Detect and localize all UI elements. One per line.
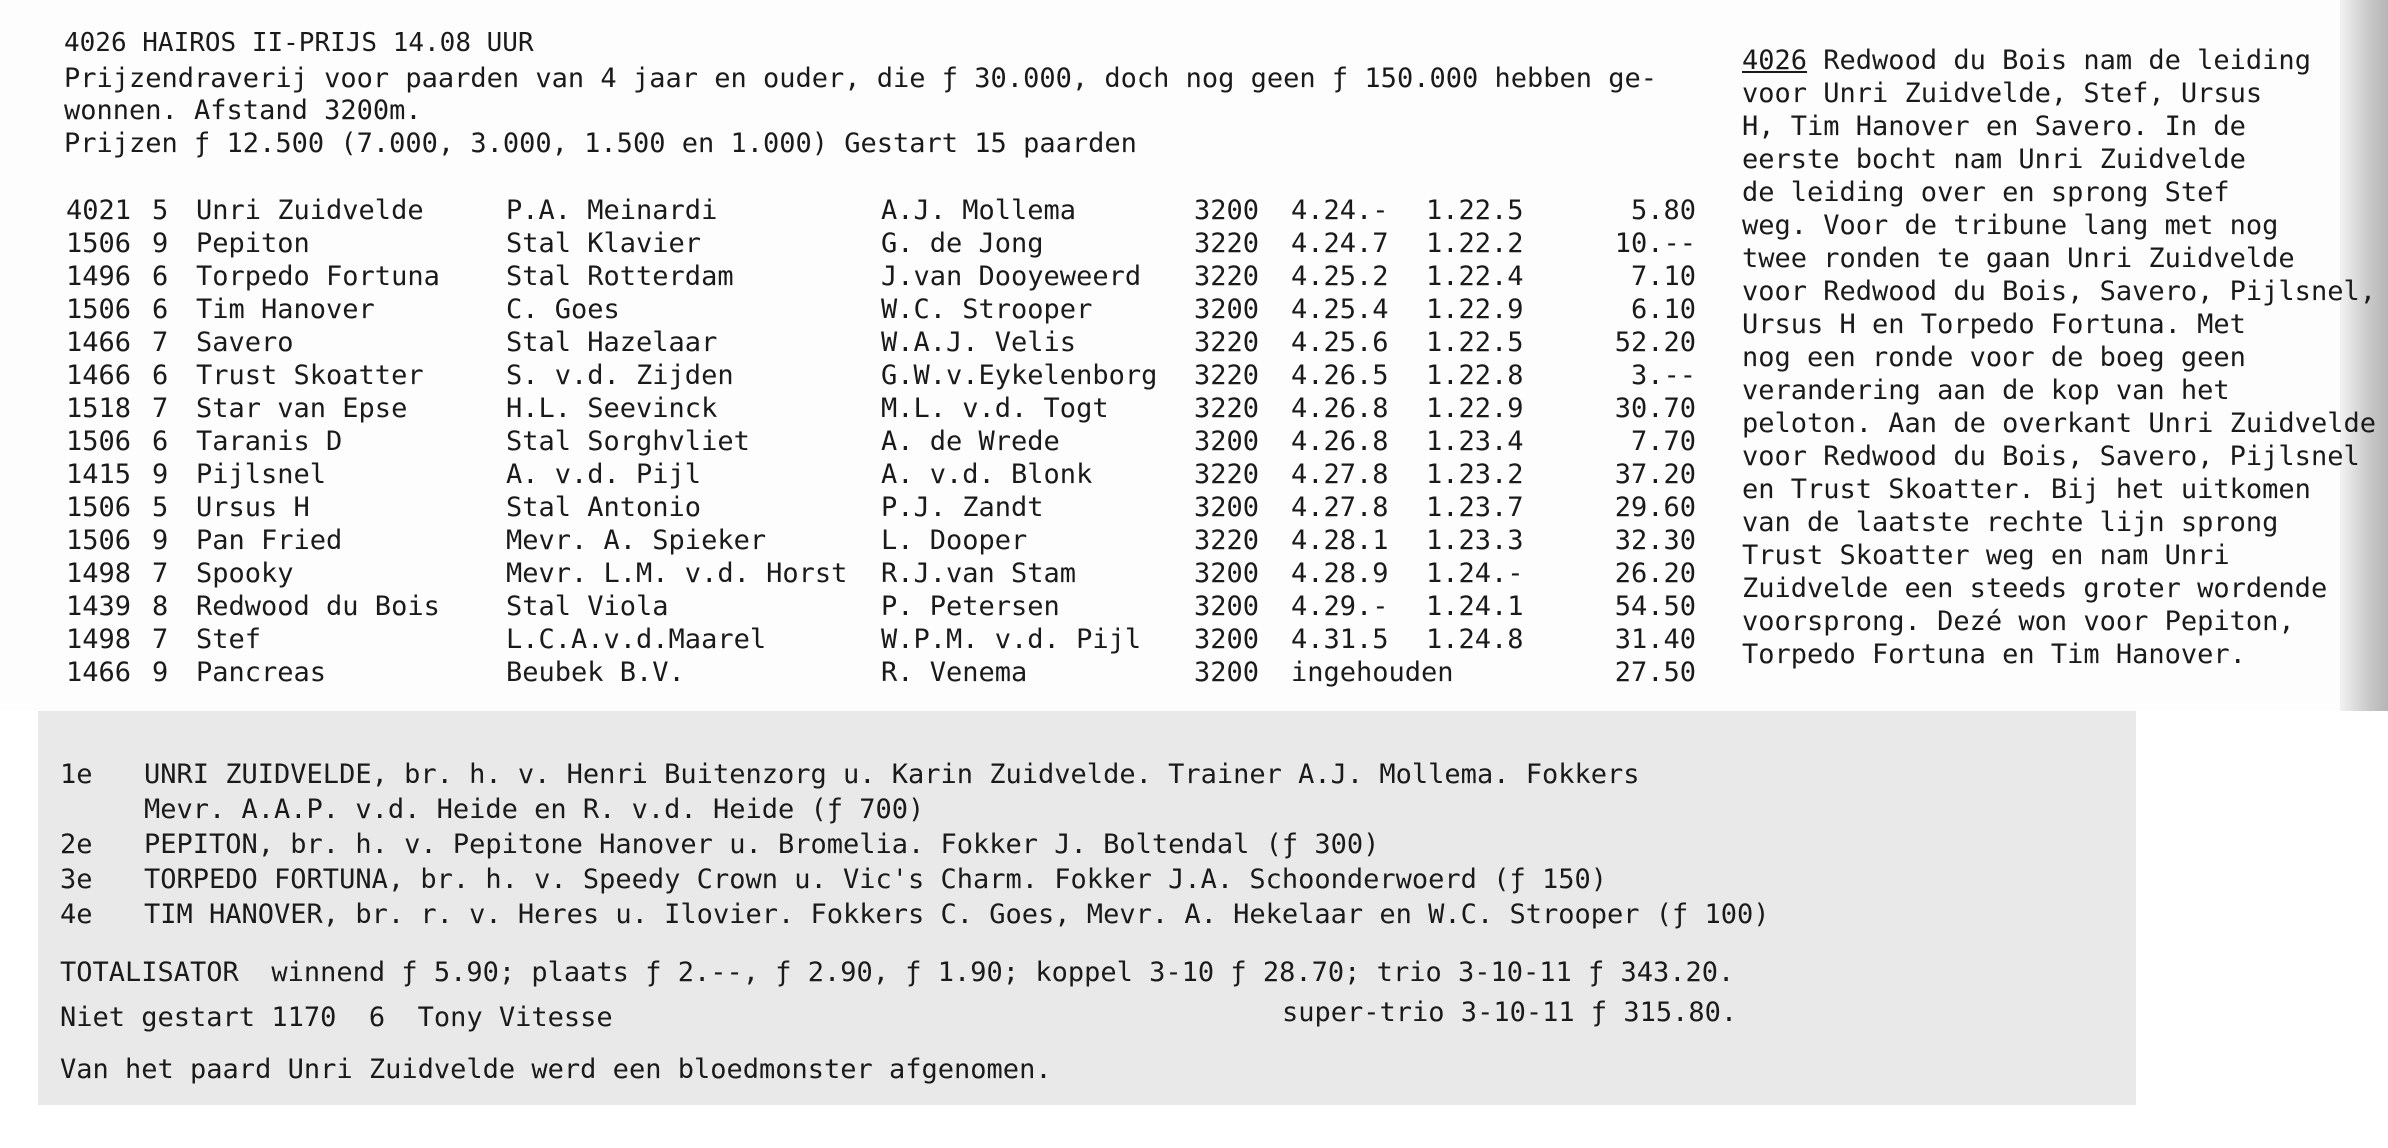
cell-owner: Mevr. A. Spieker bbox=[506, 525, 767, 556]
cell-no: 9 bbox=[152, 228, 169, 259]
placing-position: 4e bbox=[60, 899, 93, 930]
cell-driver: A. v.d. Blonk bbox=[881, 459, 1093, 490]
super-trio: super-trio 3-10-11 ƒ 315.80. bbox=[1282, 997, 1738, 1028]
commentary-line: voorsprong. Dezé won voor Pepiton, bbox=[1742, 606, 2295, 637]
cell-km: 1.23.3 bbox=[1426, 525, 1524, 556]
cell-owner: L.C.A.v.d.Maarel bbox=[506, 624, 767, 655]
cell-no: 9 bbox=[152, 459, 169, 490]
cell-id: 4021 bbox=[66, 195, 132, 226]
cell-owner: Stal Viola bbox=[506, 591, 669, 622]
cell-horse: Pijlsnel bbox=[196, 459, 327, 490]
placing-text: TIM HANOVER, br. r. v. Heres u. Ilovier. Fokkers C. Goes, Mevr. A. Hekelaar en W.C. Strooper (ƒ 100) bbox=[144, 899, 1770, 930]
commentary-line: Torpedo Fortuna en Tim Hanover. bbox=[1742, 639, 2246, 670]
commentary-line bbox=[1742, 44, 2376, 77]
cell-dist: 3200 bbox=[1194, 294, 1260, 325]
cell-owner: H.L. Seevinck bbox=[506, 393, 718, 424]
commentary-line: weg. Voor de tribune lang met nog bbox=[1742, 210, 2279, 241]
cell-time: 4.25.2 bbox=[1291, 261, 1389, 292]
cell-time: 4.29.- bbox=[1291, 591, 1389, 622]
cell-owner: Stal Rotterdam bbox=[506, 261, 734, 292]
cell-odds: 29.60 bbox=[1614, 492, 1696, 523]
cell-km: 1.22.9 bbox=[1426, 294, 1524, 325]
cell-horse: Ursus H bbox=[196, 492, 310, 523]
placing-text: Mevr. A.A.P. v.d. Heide en R. v.d. Heide (ƒ 700) bbox=[144, 794, 925, 825]
cell-dist: 3220 bbox=[1194, 393, 1260, 424]
cell-id: 1518 bbox=[66, 393, 132, 424]
cell-driver: L. Dooper bbox=[881, 525, 1028, 556]
cell-time: ingehouden bbox=[1291, 657, 1454, 688]
cell-odds: 37.20 bbox=[1614, 459, 1696, 490]
cell-driver: W.C. Strooper bbox=[881, 294, 1093, 325]
cell-driver: G. de Jong bbox=[881, 228, 1044, 259]
cell-time: 4.25.4 bbox=[1291, 294, 1389, 325]
commentary-line: Ursus H en Torpedo Fortuna. Met bbox=[1742, 309, 2246, 340]
prize-money: Prijzen ƒ 12.500 (7.000, 3.000, 1.500 en 1.000) Gestart 15 paarden bbox=[64, 128, 1137, 159]
cell-dist: 3200 bbox=[1194, 426, 1260, 457]
cell-horse: Stef bbox=[196, 624, 262, 655]
cell-owner: Mevr. L.M. v.d. Horst bbox=[506, 558, 848, 589]
commentary-line: voor Redwood du Bois, Savero, Pijlsnel bbox=[1742, 441, 2360, 472]
cell-no: 5 bbox=[152, 492, 169, 523]
placing-text: TORPEDO FORTUNA, br. h. v. Speedy Crown u. Vic's Charm. Fokker J.A. Schoonderwoerd (ƒ 150) bbox=[144, 864, 1607, 895]
cell-time: 4.24.- bbox=[1291, 195, 1389, 226]
cell-driver: G.W.v.Eykelenborg bbox=[881, 360, 1158, 391]
commentary-line: Zuidvelde een steeds groter wordende bbox=[1742, 573, 2328, 604]
commentary-line: verandering aan de kop van het bbox=[1742, 375, 2230, 406]
cell-no: 7 bbox=[152, 327, 169, 358]
cell-odds: 54.50 bbox=[1614, 591, 1696, 622]
cell-driver: A. de Wrede bbox=[881, 426, 1060, 457]
cell-km: 1.23.4 bbox=[1426, 426, 1524, 457]
cell-horse: Savero bbox=[196, 327, 294, 358]
cell-time: 4.27.8 bbox=[1291, 459, 1389, 490]
commentary-line: Trust Skoatter weg en nam Unri bbox=[1742, 540, 2230, 571]
cell-odds: 52.20 bbox=[1614, 327, 1696, 358]
cell-dist: 3220 bbox=[1194, 360, 1260, 391]
cell-odds: 30.70 bbox=[1614, 393, 1696, 424]
cell-horse: Pancreas bbox=[196, 657, 327, 688]
cell-km: 1.23.7 bbox=[1426, 492, 1524, 523]
cell-km: 1.23.2 bbox=[1426, 459, 1524, 490]
cell-id: 1466 bbox=[66, 327, 132, 358]
cell-dist: 3200 bbox=[1194, 591, 1260, 622]
cell-horse: Taranis D bbox=[196, 426, 343, 457]
cell-driver: P. Petersen bbox=[881, 591, 1060, 622]
commentary-line: nog een ronde voor de boeg geen bbox=[1742, 342, 2246, 373]
cell-owner: S. v.d. Zijden bbox=[506, 360, 734, 391]
placing-position: 1e bbox=[60, 759, 93, 790]
commentary-line: eerste bocht nam Unri Zuidvelde bbox=[1742, 144, 2246, 175]
cell-time: 4.26.8 bbox=[1291, 393, 1389, 424]
margin bbox=[0, 711, 38, 1148]
cell-odds: 7.10 bbox=[1630, 261, 1696, 292]
cell-id: 1439 bbox=[66, 591, 132, 622]
cell-owner: P.A. Meinardi bbox=[506, 195, 718, 226]
race-conditions-line-1: Prijzendraverij voor paarden van 4 jaar en ouder, die ƒ 30.000, doch nog geen ƒ 150.000 hebben ge- bbox=[64, 63, 1658, 94]
not-started: Niet gestart 1170 6 Tony Vitesse bbox=[60, 1002, 613, 1033]
cell-no: 6 bbox=[152, 261, 169, 292]
cell-owner: Stal Hazelaar bbox=[506, 327, 718, 358]
cell-id: 1506 bbox=[66, 294, 132, 325]
cell-odds: 10.-- bbox=[1614, 228, 1696, 259]
cell-odds: 26.20 bbox=[1614, 558, 1696, 589]
cell-km: 1.24.1 bbox=[1426, 591, 1524, 622]
cell-odds: 6.10 bbox=[1630, 294, 1696, 325]
cell-id: 1506 bbox=[66, 525, 132, 556]
cell-km: 1.22.8 bbox=[1426, 360, 1524, 391]
cell-dist: 3200 bbox=[1194, 558, 1260, 589]
commentary-first: Redwood du Bois nam de leiding bbox=[1807, 45, 2311, 76]
cell-time: 4.28.9 bbox=[1291, 558, 1389, 589]
cell-no: 9 bbox=[152, 525, 169, 556]
cell-horse: Star van Epse bbox=[196, 393, 408, 424]
cell-no: 6 bbox=[152, 294, 169, 325]
cell-id: 1466 bbox=[66, 360, 132, 391]
blood-sample-note: Van het paard Unri Zuidvelde werd een bloedmonster afgenomen. bbox=[60, 1054, 1052, 1085]
commentary-line: en Trust Skoatter. Bij het uitkomen bbox=[1742, 474, 2311, 505]
cell-owner: Beubek B.V. bbox=[506, 657, 685, 688]
cell-id: 1506 bbox=[66, 228, 132, 259]
commentary-line: voor Redwood du Bois, Savero, Pijlsnel, bbox=[1742, 276, 2376, 307]
cell-driver: M.L. v.d. Togt bbox=[881, 393, 1109, 424]
cell-horse: Pepiton bbox=[196, 228, 310, 259]
cell-no: 6 bbox=[152, 360, 169, 391]
commentary-line: van de laatste rechte lijn sprong bbox=[1742, 507, 2279, 538]
cell-time: 4.26.8 bbox=[1291, 426, 1389, 457]
cell-dist: 3220 bbox=[1194, 459, 1260, 490]
cell-id: 1466 bbox=[66, 657, 132, 688]
cell-id: 1506 bbox=[66, 426, 132, 457]
cell-dist: 3220 bbox=[1194, 261, 1260, 292]
cell-no: 6 bbox=[152, 426, 169, 457]
placing-text: UNRI ZUIDVELDE, br. h. v. Henri Buitenzorg u. Karin Zuidvelde. Trainer A.J. Mollema. Fokkers bbox=[144, 759, 1640, 790]
cell-id: 1498 bbox=[66, 558, 132, 589]
cell-horse: Tim Hanover bbox=[196, 294, 375, 325]
placing-text: PEPITON, br. h. v. Pepitone Hanover u. Bromelia. Fokker J. Boltendal (ƒ 300) bbox=[144, 829, 1380, 860]
cell-no: 8 bbox=[152, 591, 169, 622]
cell-time: 4.31.5 bbox=[1291, 624, 1389, 655]
commentary-line: peloton. Aan de overkant Unri Zuidvelde bbox=[1742, 408, 2376, 439]
cell-km: 1.22.5 bbox=[1426, 327, 1524, 358]
cell-dist: 3220 bbox=[1194, 228, 1260, 259]
cell-owner: Stal Antonio bbox=[506, 492, 702, 523]
cell-dist: 3220 bbox=[1194, 525, 1260, 556]
cell-odds: 27.50 bbox=[1614, 657, 1696, 688]
cell-no: 7 bbox=[152, 393, 169, 424]
cell-time: 4.24.7 bbox=[1291, 228, 1389, 259]
cell-horse: Trust Skoatter bbox=[196, 360, 424, 391]
cell-km: 1.22.4 bbox=[1426, 261, 1524, 292]
cell-driver: A.J. Mollema bbox=[881, 195, 1077, 226]
cell-id: 1415 bbox=[66, 459, 132, 490]
commentary-ref: 4026 bbox=[1742, 45, 1808, 76]
cell-no: 5 bbox=[152, 195, 169, 226]
cell-time: 4.28.1 bbox=[1291, 525, 1389, 556]
commentary-line: twee ronden te gaan Unri Zuidvelde bbox=[1742, 243, 2295, 274]
race-commentary bbox=[1742, 44, 2376, 671]
cell-dist: 3200 bbox=[1194, 624, 1260, 655]
cell-km: 1.24.8 bbox=[1426, 624, 1524, 655]
cell-id: 1498 bbox=[66, 624, 132, 655]
cell-no: 9 bbox=[152, 657, 169, 688]
cell-driver: R. Venema bbox=[881, 657, 1028, 688]
cell-km: 1.22.5 bbox=[1426, 195, 1524, 226]
cell-time: 4.25.6 bbox=[1291, 327, 1389, 358]
placing-position: 2e bbox=[60, 829, 93, 860]
cell-driver: W.P.M. v.d. Pijl bbox=[881, 624, 1142, 655]
race-title: 4026 HAIROS II-PRIJS 14.08 UUR bbox=[64, 28, 534, 58]
totalisator: TOTALISATOR winnend ƒ 5.90; plaats ƒ 2.--, ƒ 2.90, ƒ 1.90; koppel 3-10 ƒ 28.70; trio 3-10-11 ƒ 343.20. bbox=[60, 957, 1735, 988]
cell-owner: Stal Klavier bbox=[506, 228, 702, 259]
cell-km: 1.22.9 bbox=[1426, 393, 1524, 424]
cell-driver: P.J. Zandt bbox=[881, 492, 1044, 523]
cell-dist: 3220 bbox=[1194, 327, 1260, 358]
cell-driver: W.A.J. Velis bbox=[881, 327, 1077, 358]
cell-odds: 31.40 bbox=[1614, 624, 1696, 655]
cell-km: 1.22.2 bbox=[1426, 228, 1524, 259]
commentary-line: H, Tim Hanover en Savero. In de bbox=[1742, 111, 2246, 142]
cell-horse: Pan Fried bbox=[196, 525, 343, 556]
cell-odds: 3.-- bbox=[1630, 360, 1696, 391]
cell-time: 4.27.8 bbox=[1291, 492, 1389, 523]
cell-owner: Stal Sorghvliet bbox=[506, 426, 750, 457]
cell-dist: 3200 bbox=[1194, 657, 1260, 688]
cell-odds: 5.80 bbox=[1630, 195, 1696, 226]
cell-dist: 3200 bbox=[1194, 492, 1260, 523]
commentary-line: voor Unri Zuidvelde, Stef, Ursus bbox=[1742, 78, 2263, 109]
cell-no: 7 bbox=[152, 558, 169, 589]
cell-driver: R.J.van Stam bbox=[881, 558, 1077, 589]
cell-id: 1506 bbox=[66, 492, 132, 523]
cell-owner: C. Goes bbox=[506, 294, 620, 325]
cell-odds: 7.70 bbox=[1630, 426, 1696, 457]
cell-time: 4.26.5 bbox=[1291, 360, 1389, 391]
cell-km: 1.24.- bbox=[1426, 558, 1524, 589]
placing-position: 3e bbox=[60, 864, 93, 895]
cell-horse: Spooky bbox=[196, 558, 294, 589]
cell-driver: J.van Dooyeweerd bbox=[881, 261, 1142, 292]
cell-id: 1496 bbox=[66, 261, 132, 292]
cell-horse: Torpedo Fortuna bbox=[196, 261, 440, 292]
cell-no: 7 bbox=[152, 624, 169, 655]
commentary-line: de leiding over en sprong Stef bbox=[1742, 177, 2230, 208]
cell-owner: A. v.d. Pijl bbox=[506, 459, 702, 490]
cell-horse: Unri Zuidvelde bbox=[196, 195, 424, 226]
cell-dist: 3200 bbox=[1194, 195, 1260, 226]
race-conditions-line-2: wonnen. Afstand 3200m. bbox=[64, 95, 422, 126]
cell-horse: Redwood du Bois bbox=[196, 591, 440, 622]
cell-odds: 32.30 bbox=[1614, 525, 1696, 556]
